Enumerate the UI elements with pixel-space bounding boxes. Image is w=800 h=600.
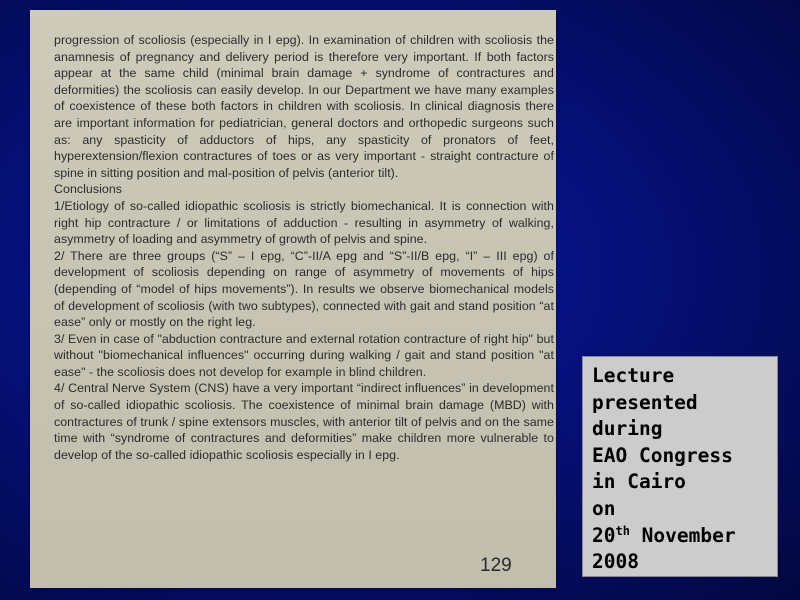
lecture-date-month: November bbox=[629, 523, 736, 547]
conclusion-1: 1/Etiology of so-called idiopathic scoliosis is strictly biomechanical. It is connection with right hip contracture / or limitations of adduction - resulting in asymmetry of walking, asymmetry of loading and asymmetry of growth of pelvis and spine. bbox=[54, 198, 554, 247]
conclusion-2: 2/ There are three groups (“S” – I epg, “C”-II/A epg and “S”-II/B epg, “I” – III epg) of development of scoliosis depending on range of asymmetry of movements of hips (depending of “model of hips movements”). In results we observe biomechanical models of development of scoliosis (with two subtypes), connected with gait and stand position “at ease” only or mostly on the right leg. bbox=[54, 248, 554, 330]
lecture-date-day: 20 bbox=[592, 523, 616, 547]
paragraph-intro: progression of scoliosis (especially in I epg). In examination of children with scoliosis the anamnesis of pregnancy and delivery period is therefore very important. If both factors appear at the same child (minimal brain damage + syndrome of contractures and deformities) the scoliosis can easily develop. In our Department we have many examples of coexistence of these both factors in children with scoliosis. In clinical diagnosis there are important information for pediatrician, general doctors and orthopedic surgeons such as: any spasticity of adductors of hips, any spasticity of pronators of feet, hyperextension/flexion contractures of toes or as very important - straight contracture of spine in sitting position and mal-position of pelvis (anterior tilt). bbox=[54, 33, 554, 180]
lecture-line-5: in Cairo bbox=[592, 470, 686, 494]
lecture-line-1: Lecture bbox=[592, 364, 675, 387]
lecture-info-box bbox=[582, 356, 778, 577]
lecture-line-2: presented bbox=[592, 390, 698, 414]
lecture-line-8: 2008 bbox=[592, 550, 639, 574]
conclusion-3: 3/ Even in case of "abduction contracture and external rotation contracture of right hip" but without "biomechanical influences" occurring during walking / gait and stand position "at ease" - the scoliosis does not develop for example in blind children. bbox=[54, 331, 554, 379]
scanned-book-page bbox=[30, 10, 556, 588]
lecture-date-suffix: th bbox=[615, 523, 630, 538]
lecture-line-3: during bbox=[592, 417, 663, 441]
lecture-line-6: on bbox=[592, 496, 616, 520]
page-body-text bbox=[54, 32, 554, 463]
page-number: 129 bbox=[480, 555, 512, 576]
conclusions-heading: Conclusions bbox=[54, 182, 123, 197]
lecture-line-4: EAO Congress bbox=[592, 443, 733, 467]
lecture-line-7 bbox=[592, 523, 769, 550]
conclusion-4: 4/ Central Nerve System (CNS) have a very important “indirect influences” in development of so-called idiopathic scoliosis. The coexistence of minimal brain damage (MBD) with contractures of trunk / spine extensors muscles, with anterior tilt of pelvis and on the same time with “syndrome of contractures and deformities” make children more vulnerable to develop of the so-called idiopathic scoliosis especially in I epg. bbox=[54, 381, 554, 462]
